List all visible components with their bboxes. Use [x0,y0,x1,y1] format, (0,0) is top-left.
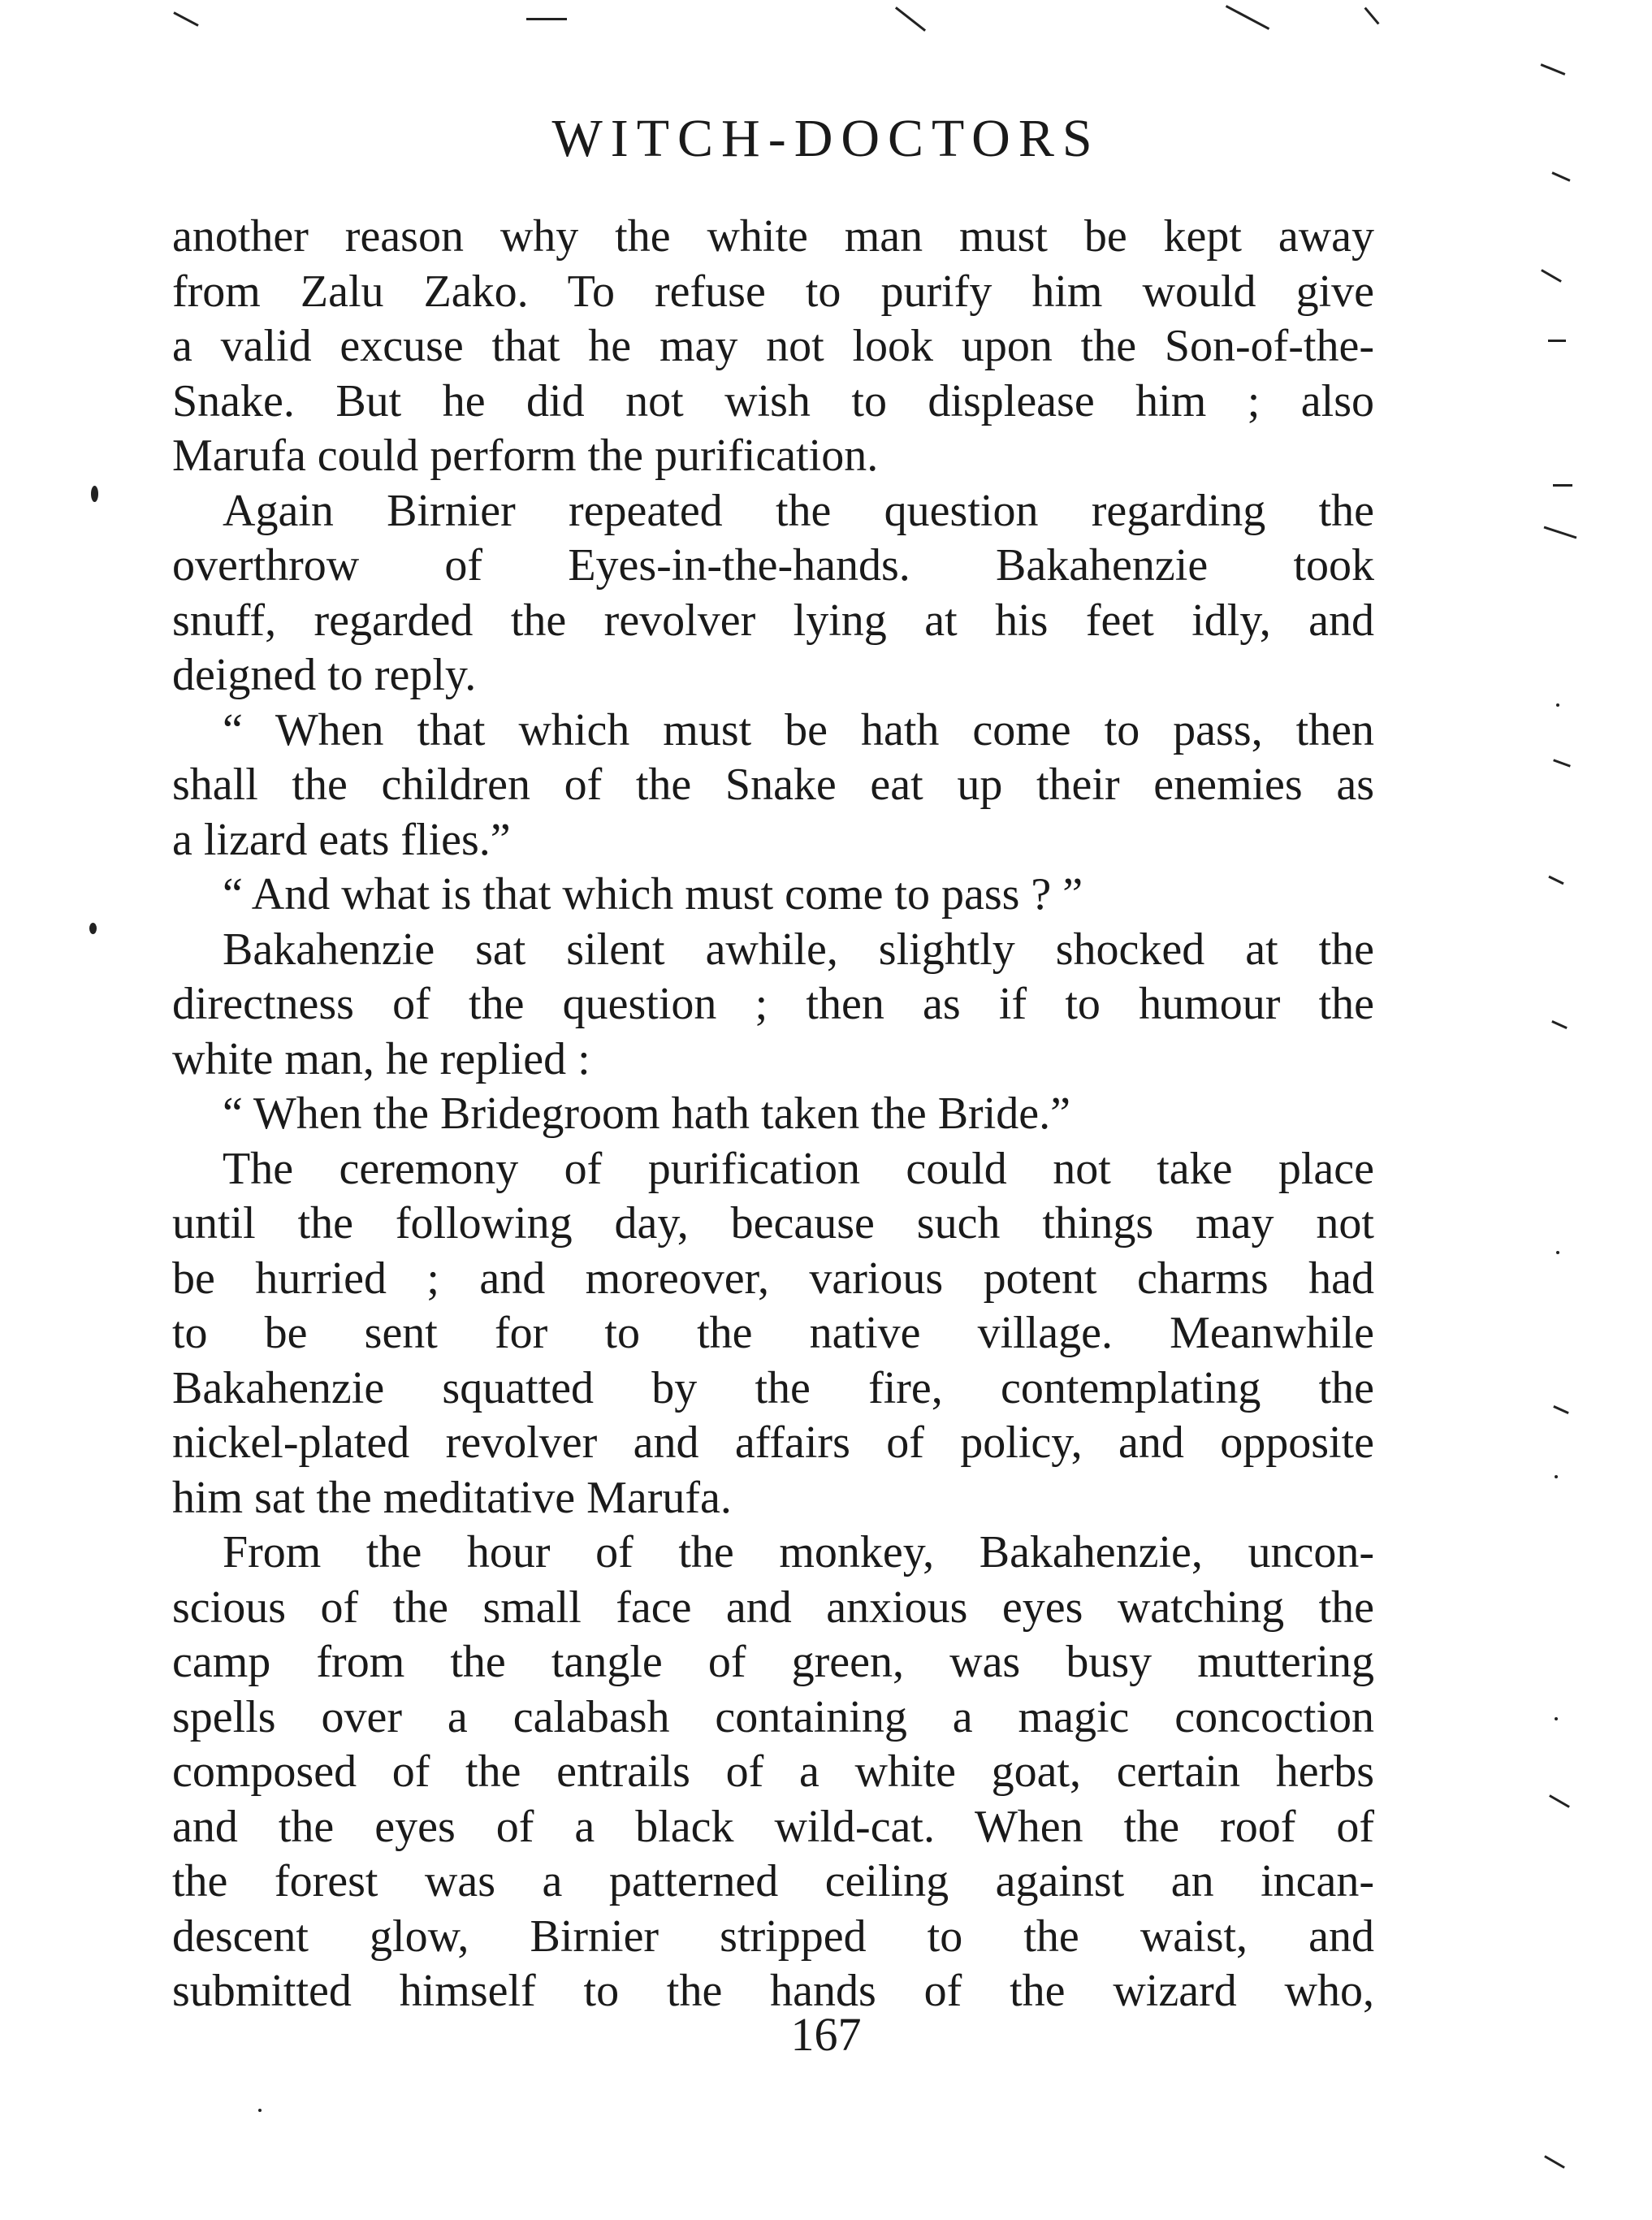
scan-artifact [1548,340,1566,342]
text-line: him sat the meditative Marufa. [172,1472,732,1523]
scan-artifact [1549,1794,1570,1808]
paragraph-first-line: “ When that which must be hath come to pass, then [223,704,1374,755]
text-line: scious of the small face and anxious eyes watching the [172,1582,1374,1633]
text-line: descent glow, Birnier stripped to the waist, and [172,1911,1374,1962]
text-line: camp from the tangle of green, was busy muttering [172,1637,1374,1687]
text-line: Bakahenzie squatted by the fire, contemplating the [172,1362,1374,1413]
text-line: nickel-plated revolver and affairs of policy, and opposite [172,1417,1374,1468]
scan-artifact [1553,759,1571,767]
text-line: a lizard eats flies.” [172,814,511,865]
text-line: snuff, regarded the revolver lying at his feet idly, and [172,595,1374,646]
text-line: from Zalu Zako. To refuse to purify him would give [172,266,1374,317]
text-line: white man, he replied : [172,1033,590,1084]
text-line: another reason why the white man must be kept away [172,211,1374,262]
text-line: until the following day, because such things may not [172,1198,1374,1248]
paragraph-first-line: “ When the Bridegroom hath taken the Bride.” [223,1088,1070,1139]
scan-artifact [526,18,567,20]
paragraph-first-line: Bakahenzie sat silent awhile, slightly shocked at the [223,924,1374,975]
scan-speck [1555,1717,1558,1720]
scan-speck [91,486,98,502]
paragraph-first-line: “ And what is that which must come to pass ? ” [223,869,1083,920]
text-line: overthrow of Eyes-in-the-hands. Bakahenzie took [172,540,1374,591]
text-line: and the eyes of a black wild-cat. When the roof of [172,1801,1374,1852]
scan-artifact [1553,484,1572,487]
scan-artifact [1544,2155,1565,2169]
running-head: WITCH-DOCTORS [551,109,1101,168]
paragraph-first-line: The ceremony of purification could not take place [223,1143,1374,1194]
body-text [172,210,1374,2019]
scan-artifact [895,6,926,32]
text-line: the forest was a patterned ceiling against an incan- [172,1856,1374,1906]
scan-speck [1556,1251,1559,1254]
text-line: a valid excuse that he may not look upon the Son-of-the- [172,321,1374,371]
text-line: directness of the question ; then as if to humour the [172,979,1374,1029]
text-line: to be sent for to the native village. Meanwhile [172,1308,1374,1358]
scan-artifact [1548,876,1563,885]
scan-artifact [1553,1405,1568,1414]
text-line: shall the children of the Snake eat up their enemies as [172,759,1374,810]
paragraph-first-line: From the hour of the monkey, Bakahenzie, uncon- [223,1527,1374,1577]
text-line: submitted himself to the hands of the wizard who, [172,1966,1374,2016]
page-number: 167 [790,2008,862,2061]
text-line: composed of the entrails of a white goat, certain herbs [172,1746,1374,1797]
scan-speck [258,2109,262,2112]
scan-artifact [1551,171,1570,182]
scan-artifact [1226,5,1269,30]
scan-speck [1556,703,1559,707]
scan-artifact [1541,269,1562,283]
text-line: be hurried ; and moreover, various potent charms had [172,1253,1374,1304]
paragraph-first-line: Again Birnier repeated the question regarding the [223,485,1374,536]
scan-speck [1555,1475,1558,1478]
scan-artifact [1541,63,1566,76]
text-line: Snake. But he did not wish to displease him ; also [172,375,1374,426]
scan-artifact [1544,526,1577,539]
text-line: spells over a calabash containing a magic concoction [172,1691,1374,1742]
scan-speck [89,923,97,934]
text-line: Marufa could perform the purification. [172,431,879,481]
text-line: deigned to reply. [172,650,477,700]
scan-artifact [1364,7,1379,25]
scan-artifact [1551,1020,1567,1029]
scan-artifact [173,11,198,27]
